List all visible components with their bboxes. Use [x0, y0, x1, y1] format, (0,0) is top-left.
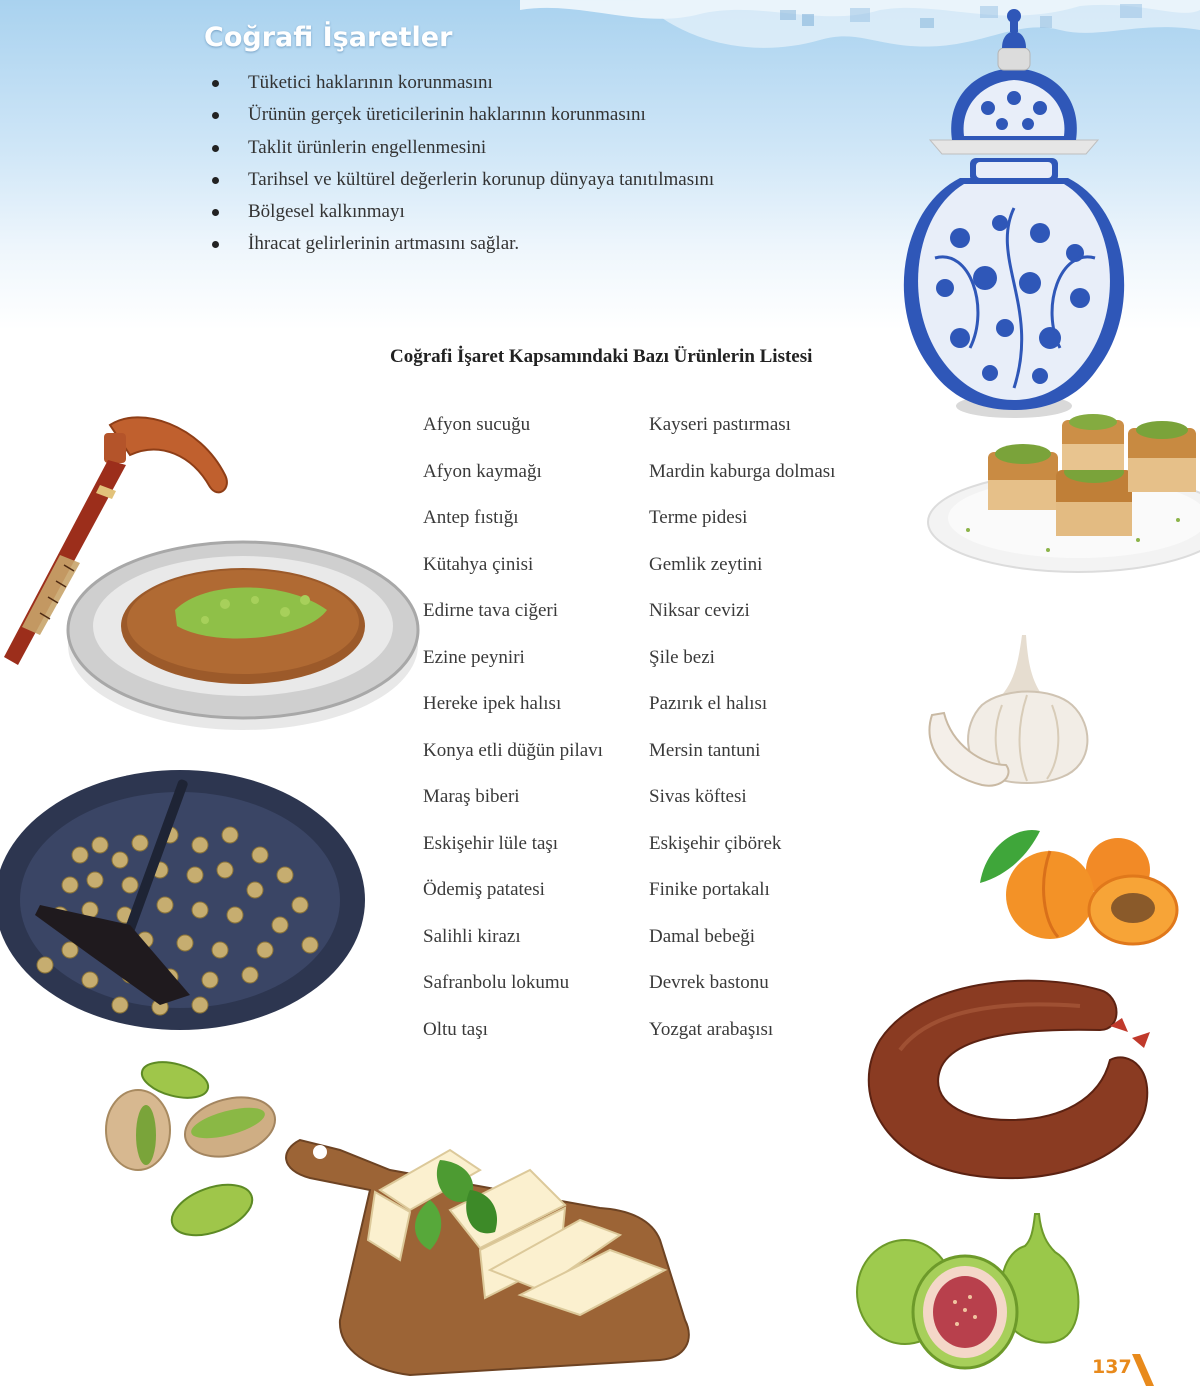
figs-image [855, 1212, 1085, 1372]
product-item: Niksar cevizi [649, 600, 750, 621]
product-item: Edirne tava ciğeri [423, 600, 559, 621]
product-item: Damal bebeği [649, 925, 756, 947]
apricots-image [978, 825, 1178, 950]
sucuk-image [860, 970, 1160, 1195]
bullet-icon [212, 241, 219, 248]
benefit-text: Bölgesel kalkınmayı [248, 201, 405, 223]
bullet-icon [212, 209, 219, 216]
bullet-icon [212, 177, 219, 184]
porcelain-jar-image [890, 8, 1140, 422]
product-list-right-column [649, 410, 835, 1061]
benefit-item [210, 165, 714, 197]
product-list-left-column [423, 410, 603, 1061]
page-number: 137 [1092, 1356, 1132, 1378]
benefit-text: Ürünün gerçek üreticilerinin haklarının korunmasını [248, 104, 646, 126]
product-item: Mersin tantuni [649, 739, 761, 761]
benefits-list [210, 68, 714, 262]
bullet-icon [212, 80, 219, 87]
benefit-item [210, 133, 714, 165]
section-heading: Coğrafi İşaretler [204, 22, 453, 53]
pistachios-image [100, 1055, 285, 1245]
benefit-text: Tarihsel ve kültürel değerlerin korunup dünyaya tanıtılmasını [248, 168, 715, 190]
product-item: Hereke ipek halısı [423, 693, 562, 714]
product-item: Eskişehir çibörek [649, 832, 782, 854]
baklava-image [928, 410, 1200, 580]
product-item: Şile bezi [649, 646, 715, 668]
benefit-text: Tüketici haklarının korunmasını [248, 72, 493, 93]
product-item: Pazırık el halısı [649, 693, 768, 714]
product-item: Afyon sucuğu [423, 414, 531, 435]
page-number-accent-icon [1128, 1352, 1158, 1388]
product-item: Kayseri pastırması [649, 414, 791, 435]
roasted-chickpeas-image [0, 765, 370, 1035]
product-item: Salihli kirazı [423, 925, 521, 947]
product-item: Eskişehir lüle taşı [423, 832, 559, 854]
product-item: Ödemiş patatesi [423, 879, 545, 900]
bullet-icon [212, 145, 219, 152]
product-item: Sivas köftesi [649, 786, 747, 807]
product-item: Safranbolu lokumu [423, 972, 570, 993]
benefit-item [210, 197, 714, 229]
product-item: Maraş biberi [423, 786, 520, 807]
product-list-title: Coğrafi İşaret Kapsamındaki Bazı Ürünlerin Listesi [390, 346, 813, 367]
product-item: Ezine peyniri [423, 646, 525, 668]
cheese-board-image [280, 1120, 700, 1380]
kunefe-image [65, 530, 420, 735]
product-item: Finike portakalı [649, 879, 770, 900]
benefit-item [210, 229, 714, 261]
product-item: Devrek bastonu [649, 972, 769, 993]
product-item: Antep fıstığı [423, 507, 519, 528]
product-item: Gemlik zeytini [649, 553, 763, 575]
product-item: Mardin kaburga dolması [649, 460, 836, 482]
product-item: Oltu taşı [423, 1018, 488, 1040]
product-item: Afyon kaymağı [423, 460, 542, 482]
product-item: Kütahya çinisi [423, 553, 534, 575]
benefit-item [210, 68, 714, 100]
bullet-icon [212, 112, 219, 119]
benefit-item [210, 100, 714, 132]
garlic-image [922, 625, 1107, 795]
product-item: Konya etli düğün pilavı [423, 739, 603, 761]
benefit-text: İhracat gelirlerinin artmasını sağlar. [248, 233, 520, 255]
product-item: Terme pidesi [649, 507, 748, 528]
product-item: Yozgat arabaşısı [649, 1018, 774, 1040]
benefit-text: Taklit ürünlerin engellenmesini [248, 136, 487, 158]
